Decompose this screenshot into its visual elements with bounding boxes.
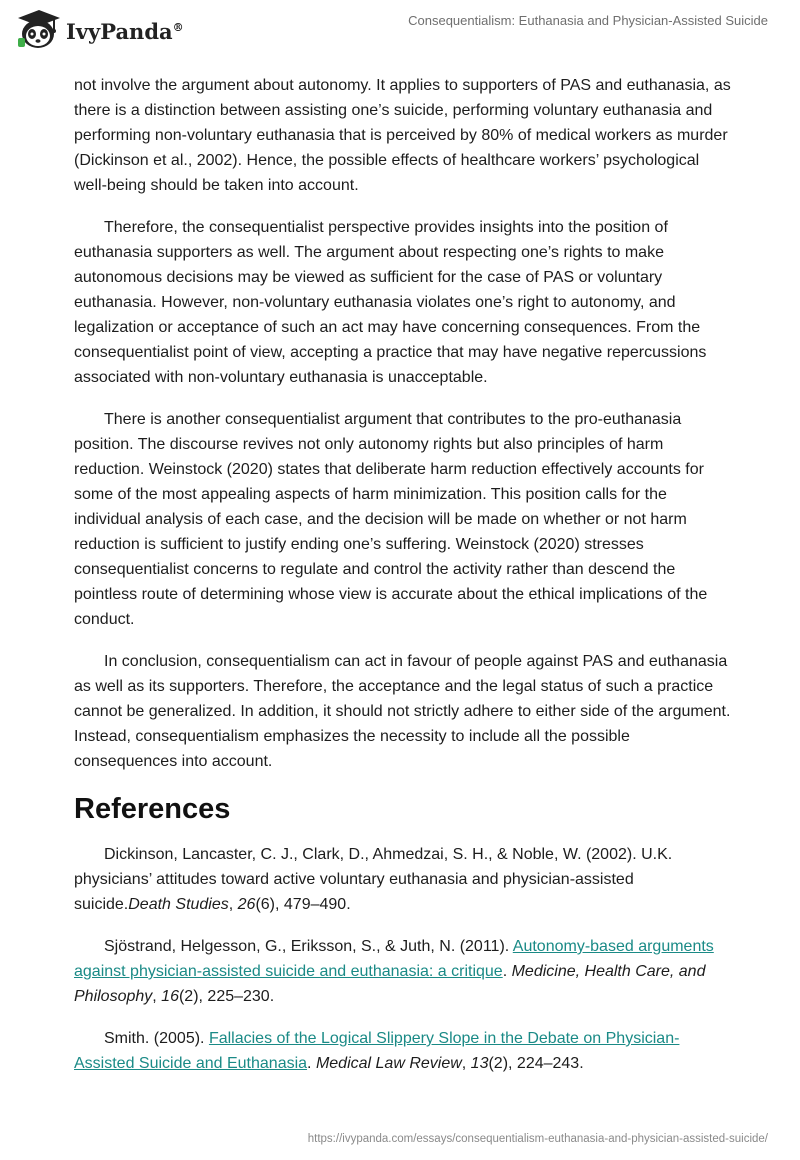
paragraph: In conclusion, consequentialism can act in favour of people against PAS and euthanasia as well as its supporters. Therefore, the acceptance and the legal status of such a practice cannot be generalized. In addition, it should not strictly adhere to either side of the argument. Instead, consequentialism emphasizes the necessity to include all the possible consequences into account. [74, 653, 731, 770]
references-heading: References [74, 793, 231, 825]
panda-mascot-icon [14, 8, 64, 55]
reference-link[interactable]: Fallacies of the Logical Slippery Slope in the Debate on Physician-Assisted Suicide and Euthanasia [74, 1030, 680, 1072]
paragraph: not involve the argument about autonomy. It applies to supporters of PAS and euthanasia, as there is a distinction between assisting one’s suicide, performing voluntary euthanasia and performing non-voluntary euthanasia that is perceived by 80% of medical workers as murder (Dickinson et al., 2002). Hence, the possible effects of healthcare workers’ psychological well-being should be taken into account. [74, 77, 731, 194]
footer-url[interactable]: https://ivypanda.com/essays/consequentialism-euthanasia-and-physician-assisted-suicide/ [307, 1133, 768, 1145]
brand-logo[interactable] [14, 8, 184, 55]
paragraph: Therefore, the consequentialist perspective provides insights into the position of euthanasia supporters as well. The argument about respecting one’s rights to make autonomous decisions may be viewed as sufficient for the case of PAS or voluntary euthanasia. However, non-voluntary euthanasia violates one’s right to autonomy, and legalization or acceptance of such an act may have concerning consequences. From the consequentialist point of view, accepting a practice that may have negative repercussions associated with non-voluntary euthanasia is unacceptable. [74, 219, 707, 386]
reference-entry: Sjöstrand, Helgesson, G., Eriksson, S., & Juth, N. (2011). Autonomy-based arguments against physician-assisted suicide and euthanasia: a critique. Medicine, Health Care, and Philosophy, 16(2), 225–230. [74, 938, 714, 1005]
reference-entry: Dickinson, Lancaster, C. J., Clark, D., Ahmedzai, S. H., & Noble, W. (2002). U.K. physicians’ attitudes toward active voluntary euthanasia and physician-assisted suicide.Death Studies, 26(6), 479–490. [74, 846, 673, 913]
brand-name: IvyPanda® [66, 19, 184, 44]
reference-link[interactable]: Autonomy-based arguments against physician-assisted suicide and euthanasia: a critique [74, 938, 714, 980]
document-title: Consequentialism: Euthanasia and Physician-Assisted Suicide [408, 13, 768, 28]
article-body [74, 73, 734, 1093]
reference-entry: Smith. (2005). Fallacies of the Logical Slippery Slope in the Debate on Physician-Assisted Suicide and Euthanasia. Medical Law Review, 13(2), 224–243. [74, 1030, 680, 1072]
paragraph: There is another consequentialist argument that contributes to the pro-euthanasia position. The discourse revives not only autonomy rights but also principles of harm reduction. Weinstock (2020) states that deliberate harm reduction effectively accounts for some of the most appealing aspects of harm minimization. This position calls for the individual analysis of each case, and the decision will be made on whether or not harm reduction is sufficient to justify ending one’s suffering. Weinstock (2020) stresses consequentialist concerns to regulate and control the activity rather than descend the pointless route of determining whose view is accurate about the ethical implications of the conduct. [74, 411, 708, 628]
page-header [0, 0, 800, 64]
